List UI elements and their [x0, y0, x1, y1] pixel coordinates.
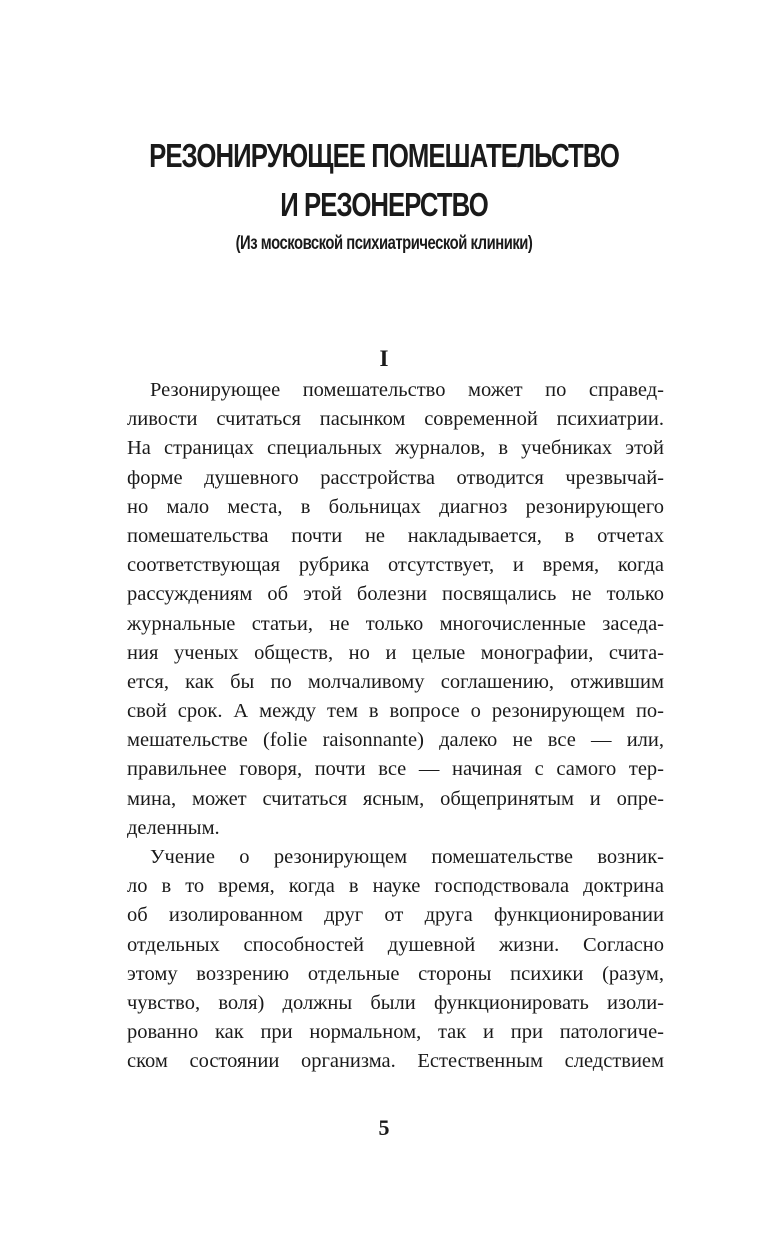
page-number: 5 [378, 1115, 390, 1140]
text-line: На страницах специальных журналов, в учебниках этой [127, 437, 664, 460]
text-line: рассуждениям об этой болезни посвящались не только [127, 583, 664, 606]
text-line: Учение о резонирующем помешательстве возник- [150, 846, 664, 868]
text-line: деленным. [127, 816, 220, 839]
text-line: этому воззрению отдельные стороны психики (разум, [127, 962, 664, 985]
section-number: I [379, 346, 389, 371]
chapter-title-line-1: РЕЗОНИРУЮЩЕЕ ПОМЕШАТЕЛЬСТВО [149, 137, 619, 174]
text-line: мешательстве (folie raisonnante) далеко не все — или, [127, 729, 664, 752]
text-line: журнальные статьи, не только многочисленные заседа- [127, 612, 664, 635]
text-line: чувство, воля) должны были функционировать изоли- [127, 991, 664, 1014]
text-line: рованно как при нормальном, так и при патологиче- [127, 1021, 664, 1044]
chapter-title-line-2: И РЕЗОНЕРСТВО [280, 186, 488, 223]
text-line: мина, может считаться ясным, общепринятым и опре- [127, 787, 664, 810]
text-line: отдельных способностей душевной жизни. Согласно [127, 933, 664, 956]
paragraph-2 [104, 843, 664, 1077]
body-text [104, 376, 664, 1077]
text-line: ния ученых обществ, но и целые монографии, счита- [127, 641, 664, 664]
text-line: правильнее говоря, почти все — начиная с самого тер- [127, 758, 664, 781]
text-line: помешательства почти не накладывается, в отчетах [127, 524, 664, 547]
text-line: свой срок. А между тем в вопросе о резонирующем по- [127, 700, 664, 723]
chapter-subtitle: (Из московской психиатрической клиники) [235, 233, 533, 254]
text-line: ется, как бы по молчаливому соглашению, отжившим [127, 670, 664, 693]
paragraph-1 [104, 376, 664, 843]
text-line: форме душевного расстройства отводится чрезвычай- [127, 466, 664, 489]
text-line: но мало места, в больницах диагноз резонирующего [127, 495, 664, 518]
text-line: ло в то время, когда в науке господствовала доктрина [127, 875, 664, 898]
text-line: Резонирующее помешательство может по справед- [150, 379, 664, 401]
text-line: соответствующая рубрика отсутствует, и время, когда [127, 554, 664, 577]
text-line: ском состоянии организма. Естественным следствием [127, 1050, 664, 1073]
text-line: ливости считаться пасынком современной психиатрии. [127, 408, 664, 431]
text-line: об изолированном друг от друга функционировании [127, 904, 664, 927]
